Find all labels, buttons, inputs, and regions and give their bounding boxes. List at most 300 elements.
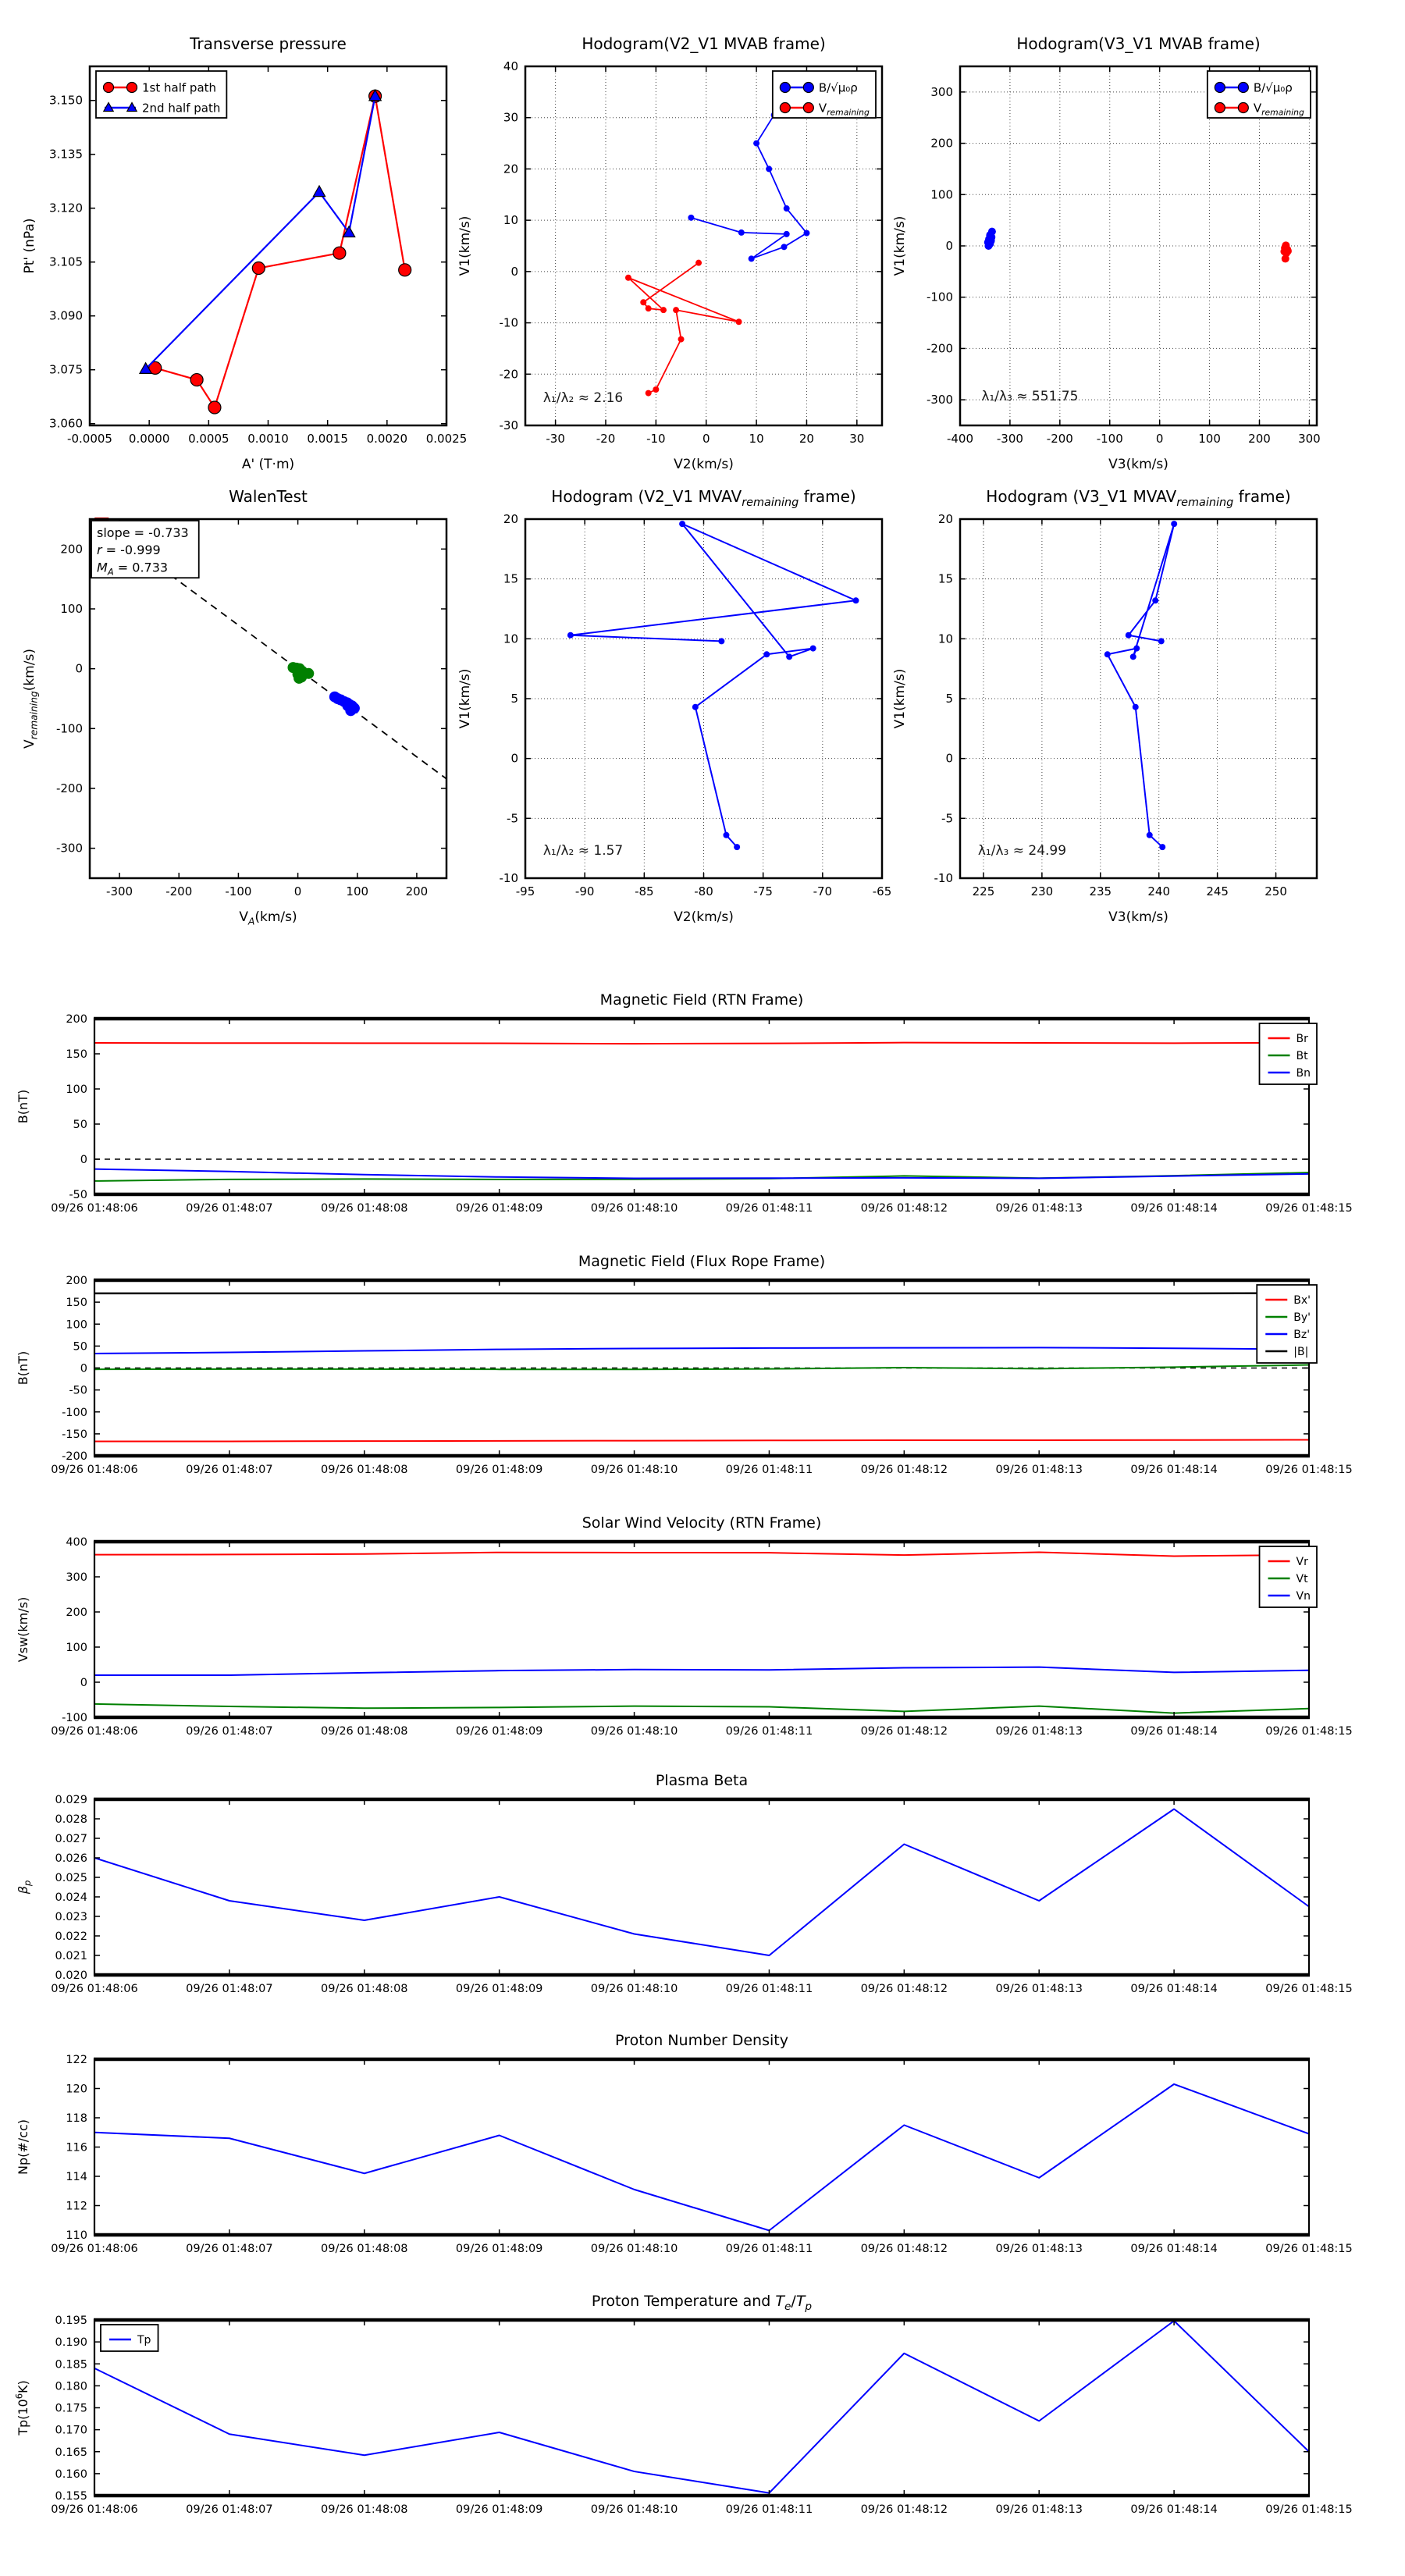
y-axis-label: $Tp(10^6K)$	[13, 2380, 30, 2435]
axes	[525, 66, 882, 425]
svg-text:09/26 01:48:15: 09/26 01:48:15	[1265, 1725, 1353, 1738]
svg-text:200: 200	[1248, 432, 1271, 446]
svg-text:-5: -5	[941, 811, 953, 826]
svg-text:Vr: Vr	[1296, 1556, 1308, 1569]
series-Bz-prime	[94, 1347, 1309, 1354]
chart-solar-wind-velocity	[0, 1495, 1405, 1752]
svg-text:0.165: 0.165	[55, 2446, 87, 2459]
svg-text:09/26 01:48:13: 09/26 01:48:13	[995, 2243, 1083, 2255]
svg-text:-200: -200	[926, 341, 953, 356]
y-axis-label: V1(km/s)	[457, 215, 473, 276]
svg-text:Bt: Bt	[1296, 1050, 1308, 1063]
ticks-and-labels	[51, 1275, 1353, 1476]
svg-text:-100: -100	[225, 884, 252, 898]
svg-text:0.024: 0.024	[55, 1891, 87, 1904]
svg-text:09/26 01:48:11: 09/26 01:48:11	[725, 1464, 813, 1476]
annotation: λ₁/λ₃ ≈ 551.75	[981, 388, 1079, 404]
svg-text:|B|: |B|	[1293, 1346, 1309, 1359]
svg-text:112: 112	[66, 2200, 87, 2213]
svg-text:09/26 01:48:06: 09/26 01:48:06	[51, 2503, 138, 2516]
svg-text:09/26 01:48:07: 09/26 01:48:07	[186, 1202, 273, 1215]
grid	[960, 66, 1317, 425]
svg-text:114: 114	[66, 2171, 87, 2183]
svg-text:-10: -10	[499, 315, 518, 330]
svg-text:Br: Br	[1296, 1033, 1308, 1046]
ticks-and-labels	[51, 2314, 1353, 2516]
svg-text:B/√μ₀ρ: B/√μ₀ρ	[1253, 80, 1293, 95]
svg-text:0.025: 0.025	[55, 1872, 87, 1884]
svg-text:-10: -10	[499, 871, 518, 885]
series-b-path	[1104, 521, 1177, 850]
y-axis-label: V1(km/s)	[457, 668, 473, 729]
svg-text:-30: -30	[499, 418, 518, 432]
series-group	[984, 228, 1292, 263]
svg-text:30: 30	[849, 432, 865, 446]
chart-walen-test	[0, 468, 468, 937]
svg-text:09/26 01:48:13: 09/26 01:48:13	[995, 1202, 1083, 1215]
svg-text:100: 100	[66, 1318, 87, 1332]
series-group	[94, 1043, 1309, 1181]
chart-title: WalenTest	[229, 487, 308, 506]
svg-text:-80: -80	[694, 884, 713, 898]
axes	[94, 1019, 1310, 1194]
series-Vn	[94, 1667, 1309, 1675]
legend	[101, 2325, 158, 2351]
svg-text:3.075: 3.075	[49, 362, 83, 377]
svg-text:-300: -300	[926, 393, 953, 407]
svg-text:-300: -300	[996, 432, 1023, 446]
svg-text:r = -0.999: r = -0.999	[97, 543, 161, 558]
svg-text:0.0000: 0.0000	[128, 432, 170, 446]
svg-text:09/26 01:48:14: 09/26 01:48:14	[1130, 1464, 1218, 1476]
svg-text:20: 20	[799, 432, 814, 446]
annotation: λ₁/λ₂ ≈ 2.16	[542, 390, 624, 407]
svg-text:0.170: 0.170	[55, 2424, 87, 2437]
svg-text:150: 150	[66, 1297, 87, 1310]
series-group	[94, 1809, 1309, 1956]
svg-text:300: 300	[930, 84, 953, 99]
svg-text:-5: -5	[507, 811, 518, 826]
svg-text:225: 225	[972, 884, 995, 898]
svg-text:09/26 01:48:08: 09/26 01:48:08	[321, 1725, 408, 1738]
x-axis-label: V3(km/s)	[1108, 457, 1168, 472]
svg-text:20: 20	[503, 512, 518, 526]
chart-title: Proton Number Density	[615, 2032, 788, 2049]
svg-text:245: 245	[1206, 884, 1229, 898]
svg-text:09/26 01:48:10: 09/26 01:48:10	[590, 2243, 678, 2255]
svg-text:09/26 01:48:12: 09/26 01:48:12	[860, 1464, 948, 1476]
ticks-and-labels	[934, 512, 1318, 898]
svg-text:3.090: 3.090	[49, 308, 83, 323]
svg-text:09/26 01:48:14: 09/26 01:48:14	[1130, 1202, 1218, 1215]
svg-text:09/26 01:48:15: 09/26 01:48:15	[1265, 2243, 1353, 2255]
svg-text:3.150: 3.150	[49, 93, 83, 108]
chart-magnetic-field-fluxrope	[0, 1233, 1405, 1491]
svg-text:-90: -90	[574, 884, 595, 898]
svg-text:0.022: 0.022	[55, 1930, 87, 1943]
chart-hodogram-v3v1-mvab	[870, 16, 1339, 484]
svg-text:09/26 01:48:06: 09/26 01:48:06	[51, 1725, 138, 1738]
svg-text:09/26 01:48:06: 09/26 01:48:06	[51, 2243, 138, 2255]
svg-text:15: 15	[503, 571, 518, 586]
x-axis-label: V3(km/s)	[1108, 909, 1168, 925]
series-beta-p	[94, 1809, 1309, 1956]
svg-text:Vt: Vt	[1296, 1573, 1308, 1586]
svg-text:slope = -0.733: slope = -0.733	[97, 525, 189, 541]
series-Vr	[94, 1553, 1309, 1557]
x-axis-label: $V_A(km/s)$	[239, 909, 297, 927]
legend	[1257, 1285, 1317, 1363]
grid	[960, 519, 1317, 878]
svg-text:0.028: 0.028	[55, 1813, 87, 1826]
chart-title: Transverse pressure	[190, 34, 347, 53]
series-Bx-prime	[94, 1439, 1309, 1441]
series-cluster-green	[287, 662, 314, 684]
svg-text:0: 0	[1155, 432, 1164, 446]
svg-text:09/26 01:48:07: 09/26 01:48:07	[186, 1725, 273, 1738]
svg-text:200: 200	[930, 136, 953, 151]
svg-text:09/26 01:48:08: 09/26 01:48:08	[321, 1464, 408, 1476]
svg-text:09/26 01:48:07: 09/26 01:48:07	[186, 2503, 273, 2516]
chart-title: Magnetic Field (RTN Frame)	[599, 991, 804, 1009]
svg-text:3.060: 3.060	[49, 416, 83, 431]
grid	[525, 66, 882, 425]
svg-text:100: 100	[1198, 432, 1221, 446]
chart-transverse-pressure	[0, 16, 468, 484]
y-axis-label: Np(#/cc)	[16, 2119, 30, 2175]
svg-text:200: 200	[66, 1275, 87, 1287]
chart-hodogram-v2v1-mvav	[436, 468, 904, 937]
svg-text:09/26 01:48:07: 09/26 01:48:07	[186, 1464, 273, 1476]
svg-text:200: 200	[405, 884, 429, 898]
series-group	[94, 1293, 1309, 1442]
series-group	[94, 2084, 1309, 2231]
svg-text:-100: -100	[1096, 432, 1123, 446]
svg-text:230: 230	[1030, 884, 1054, 898]
chart-hodogram-v3v1-mvav	[870, 468, 1339, 937]
svg-text:20: 20	[503, 162, 518, 176]
svg-text:09/26 01:48:15: 09/26 01:48:15	[1265, 1202, 1353, 1215]
chart-title: Solar Wind Velocity (RTN Frame)	[582, 1514, 822, 1532]
svg-text:09/26 01:48:09: 09/26 01:48:09	[455, 2243, 543, 2255]
svg-text:200: 200	[66, 1606, 87, 1619]
svg-text:10: 10	[749, 432, 764, 446]
svg-text:09/26 01:48:09: 09/26 01:48:09	[455, 1464, 543, 1476]
svg-text:0: 0	[80, 1154, 87, 1166]
axes	[94, 1799, 1310, 1975]
y-axis-label: $\beta_p$	[16, 1880, 34, 1895]
svg-text:-100: -100	[62, 1406, 87, 1419]
y-axis-label: B(nT)	[16, 1350, 30, 1386]
svg-text:Vn: Vn	[1296, 1590, 1311, 1603]
svg-text:09/26 01:48:07: 09/26 01:48:07	[186, 2243, 273, 2255]
svg-text:40: 40	[503, 59, 518, 73]
svg-text:0.021: 0.021	[55, 1950, 87, 1962]
svg-text:09/26 01:48:06: 09/26 01:48:06	[51, 1202, 138, 1215]
svg-text:09/26 01:48:10: 09/26 01:48:10	[590, 1202, 678, 1215]
svg-text:09/26 01:48:09: 09/26 01:48:09	[455, 1983, 543, 1995]
series-v-remaining	[1280, 241, 1291, 262]
svg-text:09/26 01:48:06: 09/26 01:48:06	[51, 1464, 138, 1476]
legend	[96, 71, 226, 118]
svg-text:09/26 01:48:09: 09/26 01:48:09	[455, 1202, 543, 1215]
svg-text:09/26 01:48:14: 09/26 01:48:14	[1130, 2503, 1218, 2516]
chart-title: Hodogram(V3_V1 MVAB frame)	[1016, 34, 1261, 53]
ticks-and-labels	[51, 1794, 1353, 1995]
series-b-over-sqrt-mu0rho	[984, 228, 996, 250]
series-group	[94, 2321, 1309, 2493]
svg-text:09/26 01:48:09: 09/26 01:48:09	[455, 1725, 543, 1738]
svg-text:09/26 01:48:10: 09/26 01:48:10	[590, 2503, 678, 2516]
svg-text:0: 0	[702, 432, 710, 446]
series-b-over-sqrt-mu0rho	[688, 112, 809, 262]
series-v-remaining	[625, 260, 742, 397]
svg-text:3.120: 3.120	[49, 201, 83, 215]
svg-text:-50: -50	[69, 1384, 87, 1397]
svg-text:10: 10	[503, 213, 518, 228]
svg-text:0.0015: 0.0015	[307, 432, 348, 446]
svg-text:-10: -10	[646, 432, 666, 446]
svg-text:-85: -85	[635, 884, 654, 898]
svg-text:100: 100	[60, 602, 83, 616]
svg-text:09/26 01:48:10: 09/26 01:48:10	[590, 1464, 678, 1476]
chart-title: Hodogram (V3_V1 $MVAV_{remaining}$ frame)	[986, 487, 1291, 510]
series-group	[567, 521, 859, 850]
chart-proton-temperature	[0, 2273, 1405, 2531]
series-b-path	[567, 521, 859, 850]
svg-text:09/26 01:48:12: 09/26 01:48:12	[860, 1725, 948, 1738]
series-Bn	[94, 1169, 1309, 1179]
svg-text:-10: -10	[934, 871, 953, 885]
series-group	[94, 1553, 1309, 1713]
svg-text:0: 0	[80, 1362, 87, 1375]
svg-text:0.185: 0.185	[55, 2358, 87, 2371]
svg-text:-300: -300	[106, 884, 133, 898]
svg-text:09/26 01:48:06: 09/26 01:48:06	[51, 1983, 138, 1995]
svg-text:120: 120	[66, 2083, 87, 2096]
svg-text:1st half path: 1st half path	[142, 80, 217, 95]
svg-text:09/26 01:48:08: 09/26 01:48:08	[321, 1202, 408, 1215]
svg-text:235: 235	[1089, 884, 1112, 898]
svg-text:-95: -95	[515, 884, 535, 898]
axes	[94, 1542, 1310, 1717]
svg-text:09/26 01:48:07: 09/26 01:48:07	[186, 1983, 273, 1995]
series-group	[625, 112, 810, 396]
svg-text:0: 0	[80, 1677, 87, 1689]
svg-text:09/26 01:48:10: 09/26 01:48:10	[590, 1725, 678, 1738]
series-By-prime	[94, 1365, 1309, 1370]
series-Br	[94, 1043, 1309, 1044]
svg-text:09/26 01:48:14: 09/26 01:48:14	[1130, 1983, 1218, 1995]
svg-text:200: 200	[66, 1013, 87, 1026]
svg-text:0.180: 0.180	[55, 2380, 87, 2393]
axes	[94, 2320, 1310, 2496]
chart-magnetic-field-rtn	[0, 972, 1405, 1229]
series-Vt	[94, 1704, 1309, 1713]
svg-text:0.0010: 0.0010	[247, 432, 289, 446]
svg-text:09/26 01:48:15: 09/26 01:48:15	[1265, 1983, 1353, 1995]
series-Np	[94, 2084, 1309, 2231]
svg-text:50: 50	[73, 1340, 87, 1354]
svg-text:100: 100	[346, 884, 369, 898]
svg-text:5: 5	[510, 692, 518, 706]
legend	[1260, 1023, 1317, 1084]
series-Tp	[94, 2321, 1309, 2493]
svg-text:Bn: Bn	[1296, 1067, 1311, 1080]
svg-text:240: 240	[1147, 884, 1171, 898]
svg-text:0.0020: 0.0020	[366, 432, 408, 446]
svg-text:-70: -70	[813, 884, 833, 898]
svg-text:09/26 01:48:11: 09/26 01:48:11	[725, 2503, 813, 2516]
svg-text:0.020: 0.020	[55, 1969, 87, 1982]
svg-text:3.105: 3.105	[49, 254, 83, 269]
svg-text:Vremaining: $V_{remaining}$	[1253, 101, 1304, 118]
svg-text:0: 0	[75, 661, 83, 676]
ticks-and-labels	[49, 66, 467, 446]
svg-text:B/√μ₀ρ: B/√μ₀ρ	[818, 80, 858, 95]
svg-text:-20: -20	[596, 432, 616, 446]
svg-text:09/26 01:48:08: 09/26 01:48:08	[321, 2503, 408, 2516]
svg-text:0: 0	[945, 239, 953, 253]
svg-text:-75: -75	[753, 884, 773, 898]
svg-text:09/26 01:48:12: 09/26 01:48:12	[860, 2243, 948, 2255]
svg-text:09/26 01:48:11: 09/26 01:48:11	[725, 1725, 813, 1738]
y-axis-label: $V_{remaining}(km/s)$	[22, 649, 40, 749]
svg-text:0.195: 0.195	[55, 2314, 87, 2327]
svg-text:300: 300	[1298, 432, 1321, 446]
svg-text:0.026: 0.026	[55, 1852, 87, 1865]
svg-text:09/26 01:48:14: 09/26 01:48:14	[1130, 2243, 1218, 2255]
y-axis-label: B(nT)	[16, 1089, 30, 1124]
svg-text:-65: -65	[872, 884, 892, 898]
svg-text:150: 150	[66, 1048, 87, 1061]
svg-text:09/26 01:48:13: 09/26 01:48:13	[995, 1464, 1083, 1476]
svg-text:09/26 01:48:11: 09/26 01:48:11	[725, 2243, 813, 2255]
svg-text:0.155: 0.155	[55, 2490, 87, 2503]
svg-text:2nd half path: 2nd half path	[142, 101, 221, 116]
ticks-and-labels	[51, 2054, 1353, 2255]
svg-text:0.160: 0.160	[55, 2467, 87, 2481]
svg-text:10: 10	[937, 632, 953, 646]
svg-text:-150: -150	[62, 1428, 87, 1441]
svg-text:50: 50	[73, 1119, 87, 1131]
svg-text:15: 15	[937, 571, 953, 586]
svg-text:110: 110	[66, 2229, 87, 2242]
svg-text:-400: -400	[946, 432, 974, 446]
svg-text:0.027: 0.027	[55, 1833, 87, 1845]
x-axis-label: V2(km/s)	[674, 457, 734, 472]
svg-text:116: 116	[66, 2141, 87, 2154]
svg-text:0.0025: 0.0025	[425, 432, 468, 446]
svg-text:10: 10	[503, 632, 518, 646]
x-axis-label: V2(km/s)	[674, 909, 734, 925]
svg-text:0.023: 0.023	[55, 1911, 87, 1923]
svg-text:0: 0	[510, 264, 518, 279]
svg-text:0: 0	[510, 751, 518, 766]
svg-text:0.175: 0.175	[55, 2402, 87, 2415]
svg-text:-100: -100	[62, 1712, 87, 1724]
y-axis-label: Vsw(km/s)	[16, 1596, 30, 1663]
svg-text:3.135: 3.135	[49, 147, 83, 162]
svg-text:Vremaining: $V_{remaining}$	[818, 101, 870, 118]
svg-text:09/26 01:48:15: 09/26 01:48:15	[1265, 1464, 1353, 1476]
chart-title: Proton Temperature and $T_e/T_p$	[591, 2293, 813, 2313]
svg-text:20: 20	[937, 512, 953, 526]
svg-text:09/26 01:48:13: 09/26 01:48:13	[995, 1983, 1083, 1995]
svg-text:09/26 01:48:08: 09/26 01:48:08	[321, 2243, 408, 2255]
svg-text:09/26 01:48:08: 09/26 01:48:08	[321, 1983, 408, 1995]
svg-text:09/26 01:48:13: 09/26 01:48:13	[995, 1725, 1083, 1738]
svg-text:-200: -200	[55, 781, 83, 795]
chart-hodogram-v2v1-mvab	[436, 16, 904, 484]
legend	[1208, 71, 1311, 118]
svg-text:MA = 0.733: $M_A = 0.733$	[97, 560, 169, 578]
chart-title: Magnetic Field (Flux Rope Frame)	[578, 1253, 826, 1270]
svg-text:Tp: Tp	[137, 2334, 151, 2347]
svg-text:0: 0	[945, 751, 953, 766]
svg-text:250: 250	[1264, 884, 1287, 898]
series-group	[140, 90, 411, 414]
svg-text:Bx': Bx'	[1293, 1294, 1311, 1308]
series-group	[1104, 521, 1177, 850]
svg-text:09/26 01:48:12: 09/26 01:48:12	[860, 2503, 948, 2516]
svg-text:100: 100	[66, 1642, 87, 1654]
chart-title: Hodogram (V2_V1 $MVAV_{remaining}$ frame)	[551, 487, 856, 510]
grid	[525, 519, 882, 878]
svg-text:09/26 01:48:09: 09/26 01:48:09	[455, 2503, 543, 2516]
axes	[94, 2059, 1310, 2235]
svg-text:0.0005: 0.0005	[188, 432, 229, 446]
svg-text:30: 30	[503, 110, 518, 125]
y-axis-label: V1(km/s)	[892, 215, 908, 276]
svg-text:09/26 01:48:12: 09/26 01:48:12	[860, 1202, 948, 1215]
stats-box	[91, 521, 199, 578]
svg-text:0.190: 0.190	[55, 2336, 87, 2350]
svg-text:300: 300	[66, 1571, 87, 1584]
svg-text:122: 122	[66, 2054, 87, 2066]
annotation: λ₁/λ₂ ≈ 1.57	[542, 843, 624, 859]
svg-text:-50: -50	[69, 1189, 87, 1201]
svg-text:100: 100	[930, 187, 953, 202]
svg-text:09/26 01:48:14: 09/26 01:48:14	[1130, 1725, 1218, 1738]
svg-text:0.029: 0.029	[55, 1794, 87, 1806]
svg-text:118: 118	[66, 2112, 87, 2125]
svg-text:400: 400	[66, 1536, 87, 1549]
svg-text:Bz': Bz'	[1293, 1329, 1311, 1342]
chart-proton-number-density	[0, 2012, 1405, 2270]
svg-text:-100: -100	[55, 721, 83, 736]
svg-text:200: 200	[60, 542, 83, 557]
annotation: λ₁/λ₃ ≈ 24.99	[977, 843, 1067, 859]
chart-title: Plasma Beta	[655, 1772, 749, 1789]
svg-text:09/26 01:48:15: 09/26 01:48:15	[1265, 2503, 1353, 2516]
svg-text:09/26 01:48:11: 09/26 01:48:11	[725, 1202, 813, 1215]
y-axis-label: V1(km/s)	[892, 668, 908, 729]
svg-text:-100: -100	[926, 290, 953, 304]
x-axis-label: A' (T·m)	[241, 457, 295, 472]
svg-text:09/26 01:48:11: 09/26 01:48:11	[725, 1983, 813, 1995]
svg-text:-200: -200	[1046, 432, 1073, 446]
svg-text:-30: -30	[546, 432, 565, 446]
svg-text:By': By'	[1293, 1311, 1311, 1325]
series-cluster-blue	[329, 692, 360, 717]
chart-title: Hodogram(V2_V1 MVAB frame)	[582, 34, 826, 53]
svg-text:-200: -200	[62, 1450, 87, 1463]
svg-text:09/26 01:48:12: 09/26 01:48:12	[860, 1983, 948, 1995]
svg-text:-0.0005: -0.0005	[67, 432, 112, 446]
svg-text:09/26 01:48:13: 09/26 01:48:13	[995, 2503, 1083, 2516]
y-axis-label: Pt' (nPa)	[22, 218, 37, 274]
